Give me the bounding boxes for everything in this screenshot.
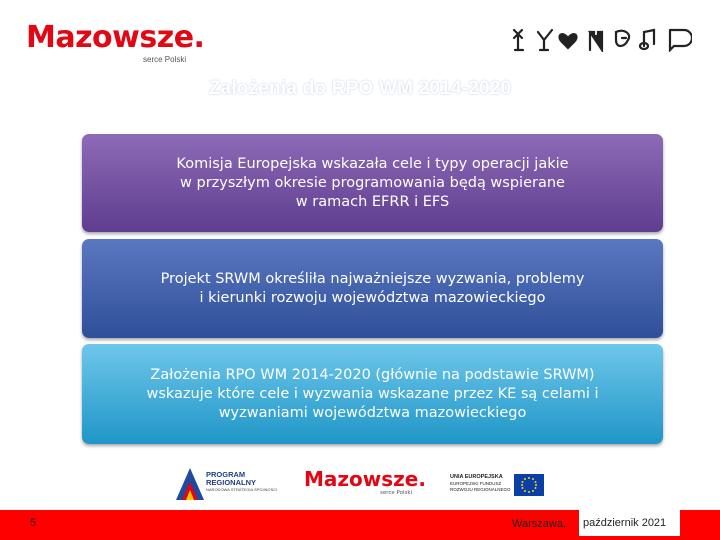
program-regionalny-emblem xyxy=(176,468,204,500)
box-line: wyzwaniami województwa mazowieckiego xyxy=(218,404,527,421)
box-line: w ramach EFRR i EFS xyxy=(295,193,450,210)
logo-tagline-small: serce Polski xyxy=(380,490,413,496)
box-line: Założenia RPO WM 2014-2020 (głównie na podstawie SRWM) xyxy=(150,366,595,383)
box-line: i kierunki rozwoju województwa mazowieckiego xyxy=(199,289,546,306)
eu-fund-text xyxy=(450,474,511,492)
info-box-rpo xyxy=(82,344,663,444)
box-line: Komisja Europejska wskazała cele i typy operacji jakie xyxy=(176,155,569,172)
regionalny-label: REGIONALNY xyxy=(206,478,257,487)
logo-wordmark: Mazowsze. xyxy=(26,20,205,55)
info-box-ke xyxy=(82,134,663,232)
fund-label: EUROPEJSKI FUNDUSZ xyxy=(450,481,502,486)
fund-label-2: ROZWOJU REGIONALNEGO xyxy=(450,486,511,492)
program-label: PROGRAM xyxy=(206,470,246,479)
footer-logos xyxy=(176,464,550,504)
heart-icon xyxy=(560,34,577,48)
nss-label: NARODOWA STRATEGIA SPÓJNOŚCI xyxy=(206,487,278,492)
slide-title: Założenia do RPO WM 2014-2020 xyxy=(208,78,512,99)
castle-icon xyxy=(590,32,602,50)
music-icon xyxy=(640,30,654,49)
page-number: 5 xyxy=(30,517,37,529)
bubble-icon xyxy=(670,30,692,50)
info-box-srwm xyxy=(82,239,663,338)
eu-flag-icon xyxy=(514,474,544,496)
mazowsze-logo-small xyxy=(304,467,426,496)
region-pictograms xyxy=(512,26,692,52)
footer-place: Warszawa, xyxy=(512,518,566,530)
program-regionalny-text xyxy=(206,471,277,493)
footer-date-box xyxy=(579,510,680,536)
windmill-icon xyxy=(514,30,523,50)
mazowsze-logo xyxy=(26,20,205,64)
bird-icon xyxy=(538,30,552,50)
logo-tagline: serce Polski xyxy=(143,55,187,64)
box-line: wskazuje które cele i wyzwania wskazane przez KE są celami i xyxy=(146,385,599,402)
box-line: w przyszłym okresie programowania będą wspierane xyxy=(180,174,565,191)
box-line: Projekt SRWM określiła najważniejsze wyzwania, problemy xyxy=(160,270,585,287)
bottom-bar xyxy=(0,510,720,540)
logo-wordmark-small: Mazowsze. xyxy=(304,467,426,491)
mask-icon xyxy=(616,31,629,46)
footer-date: październik 2021 xyxy=(583,517,667,529)
eu-label: UNIA EUROPEJSKA xyxy=(450,474,503,480)
